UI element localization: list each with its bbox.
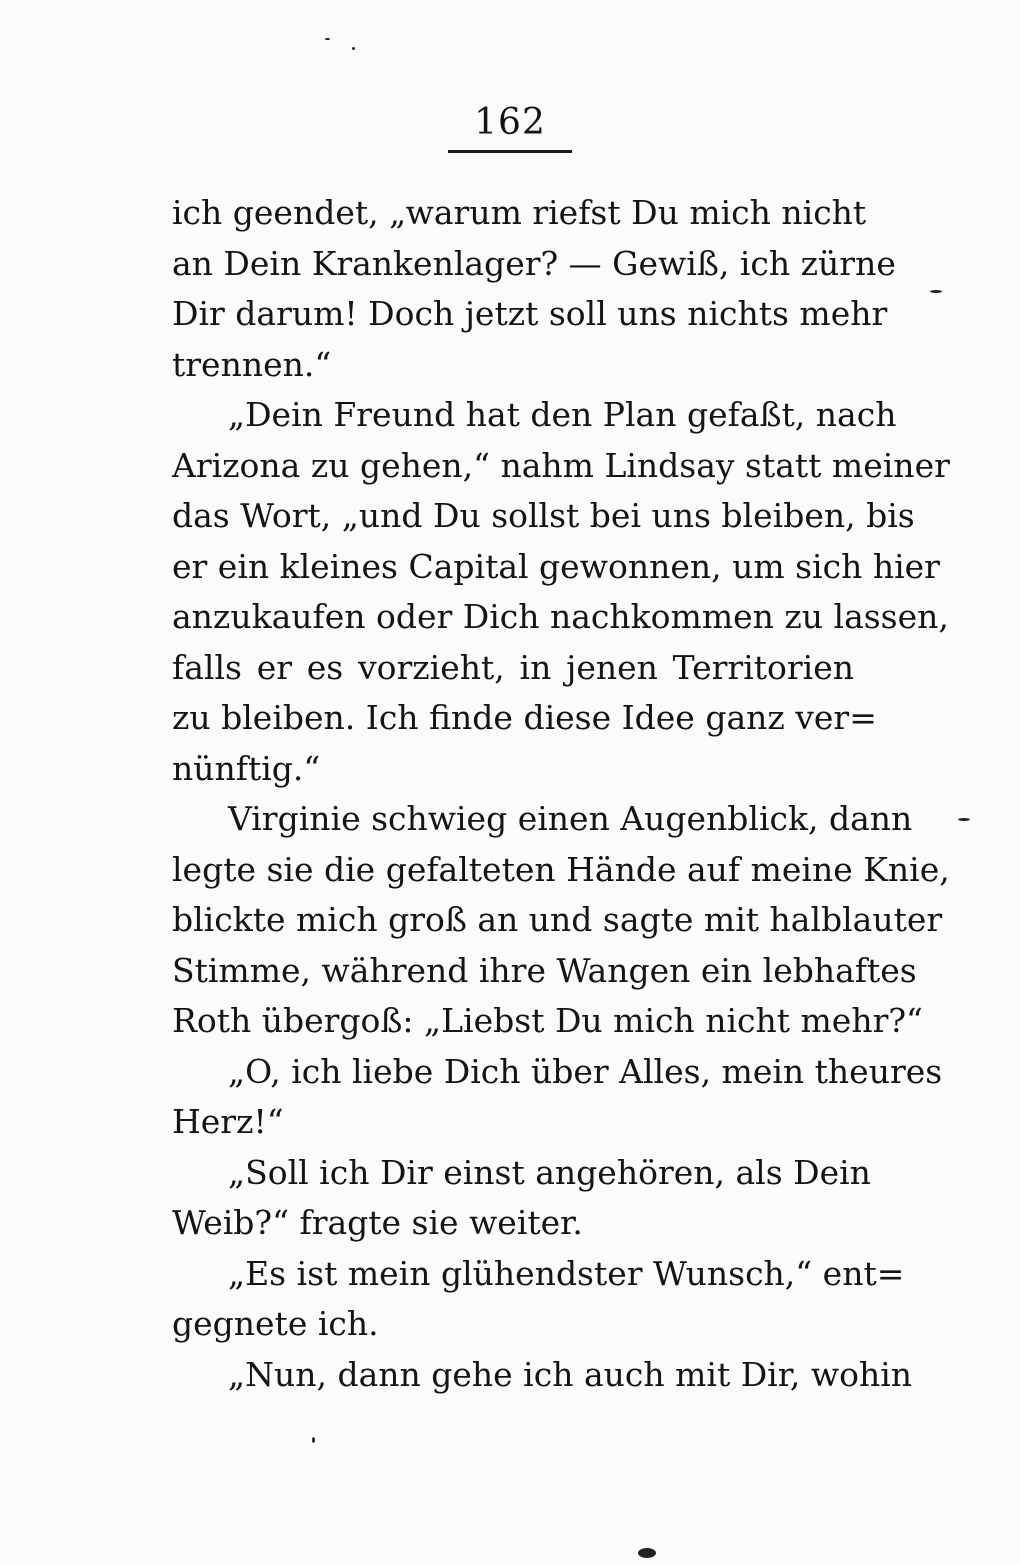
text-line: legte sie die gefalteten Hände auf meine Knie, xyxy=(172,849,950,889)
text-line: zu bleiben. Ich finde diese Idee ganz ver= xyxy=(172,698,877,737)
scan-speck xyxy=(930,290,942,293)
text-line: ich geendet, „warum riefst Du mich nicht xyxy=(172,193,867,232)
scan-speck xyxy=(638,1548,656,1558)
text-line: an Dein Krankenlager? — Gewiß, ich zürne xyxy=(172,243,896,283)
scan-speck xyxy=(312,1437,315,1443)
scan-speck xyxy=(958,818,970,821)
text-line: trennen.“ xyxy=(172,344,332,384)
text-line: „Es ist mein glühendster Wunsch,“ ent= xyxy=(228,1253,905,1293)
text-line: Arizona zu gehen,“ nahm Lindsay statt meiner xyxy=(172,445,950,485)
text-line: Dir darum! Doch jetzt soll uns nichts mehr xyxy=(172,294,888,333)
text-line: Virginie schwieg einen Augenblick, dann xyxy=(228,799,913,838)
body-text xyxy=(172,188,950,1400)
text-line: das Wort, „und Du sollst bei uns bleiben, bis xyxy=(172,496,915,535)
text-line: „Nun, dann gehe ich auch mit Dir, wohin xyxy=(228,1354,913,1394)
text-line: „Soll ich Dir einst angehören, als Dein xyxy=(228,1152,871,1192)
text-line: blickte mich groß an und sagte mit halblauter xyxy=(172,900,943,939)
text-line: „O, ich liebe Dich über Alles, mein theures xyxy=(228,1051,943,1091)
page-number-rule xyxy=(448,150,572,153)
scan-speck xyxy=(352,47,355,50)
text-line: Stimme, während ihre Wangen ein lebhaftes xyxy=(172,950,917,990)
text-line: Roth übergoß: „Liebst Du mich nicht mehr?“ xyxy=(172,1001,923,1040)
text-line: anzukaufen oder Dich nachkommen zu lassen, xyxy=(172,597,949,636)
text-line: „Dein Freund hat den Plan gefaßt, nach xyxy=(228,395,897,434)
text-line: nünftig.“ xyxy=(172,748,321,788)
text-line: er ein kleines Capital gewonnen, um sich hier xyxy=(172,546,940,586)
text-line: falls er es vorzieht, in jenen Territorien xyxy=(172,647,854,687)
scan-speck xyxy=(325,38,330,40)
text-line: Weib?“ fragte sie weiter. xyxy=(172,1203,583,1242)
text-line: gegnete ich. xyxy=(172,1304,379,1343)
page-number: 162 xyxy=(474,102,546,143)
text-line: Herz!“ xyxy=(172,1102,284,1141)
